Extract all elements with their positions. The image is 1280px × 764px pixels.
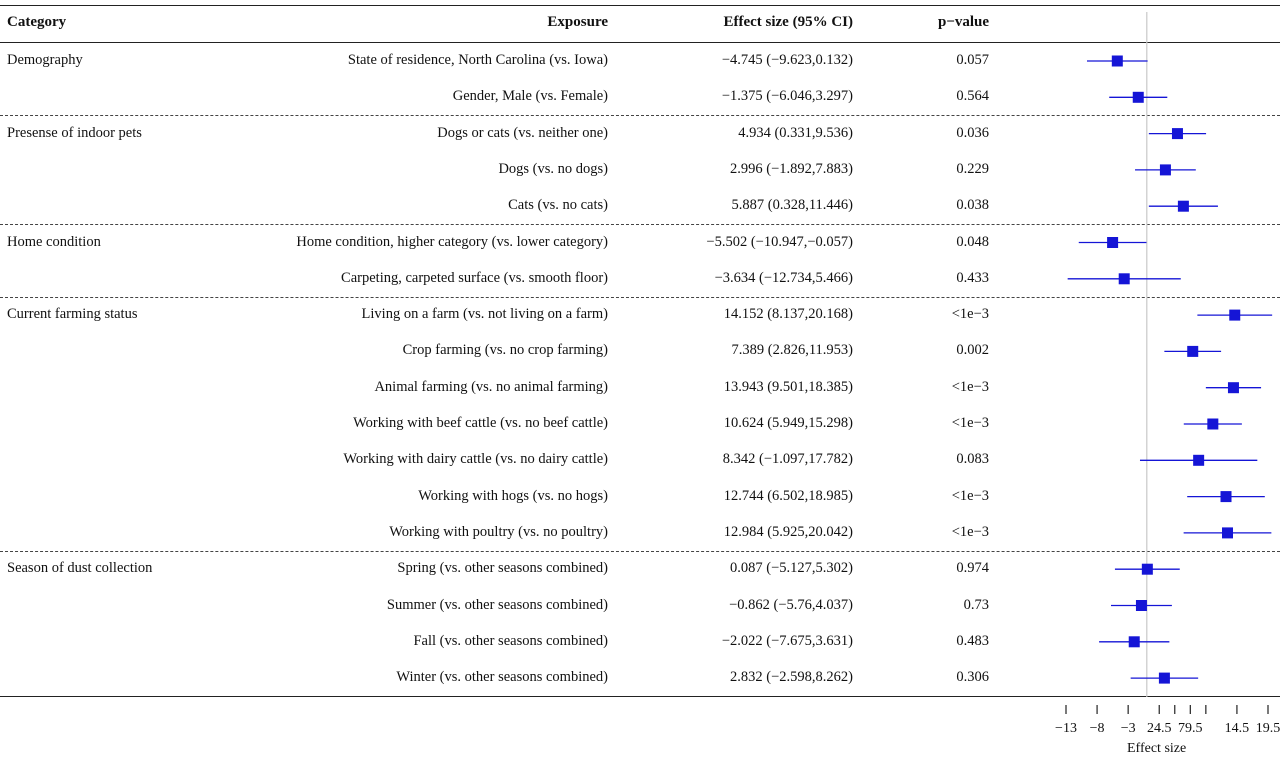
exposure-cell: Living on a farm (vs. not living on a farm): [361, 306, 608, 323]
x-tick-label: −13: [1055, 721, 1077, 736]
point-estimate-marker: [1136, 600, 1147, 611]
point-estimate-marker: [1129, 636, 1140, 647]
effect-size-cell: −2.022 (−7.675,3.631): [721, 632, 853, 649]
exposure-cell: Gender, Male (vs. Female): [452, 88, 608, 105]
effect-size-cell: −1.375 (−6.046,3.297): [721, 88, 853, 105]
p-value-cell: 0.083: [956, 451, 989, 468]
effect-size-cell: −0.862 (−5.76,4.037): [729, 596, 853, 613]
exposure-cell: Working with poultry (vs. no poultry): [389, 523, 608, 540]
p-value-cell: <1e−3: [951, 306, 989, 323]
p-value-cell: 0.036: [956, 124, 989, 141]
point-estimate-marker: [1119, 273, 1130, 284]
x-tick-label: 24.5: [1146, 721, 1172, 736]
point-estimate-marker: [1193, 455, 1204, 466]
exposure-cell: Working with hogs (vs. no hogs): [418, 487, 608, 504]
x-tick-label: 79.5: [1178, 721, 1203, 736]
effect-size-cell: −5.502 (−10.947,−0.057): [706, 233, 853, 250]
effect-size-cell: 5.887 (0.328,11.446): [731, 197, 853, 214]
exposure-cell: Spring (vs. other seasons combined): [397, 560, 608, 577]
p-value-cell: <1e−3: [951, 415, 989, 431]
p-value-cell: 0.974: [956, 560, 989, 577]
x-axis-title: Effect size: [1127, 741, 1187, 756]
header-p-value: p−value: [937, 14, 989, 30]
exposure-cell: Dogs or cats (vs. neither one): [437, 124, 608, 141]
point-estimate-marker: [1112, 56, 1123, 67]
p-value-cell: 0.306: [956, 669, 989, 686]
exposure-cell: Cats (vs. no cats): [508, 197, 608, 214]
p-value-cell: 0.038: [956, 197, 989, 214]
point-estimate-marker: [1229, 310, 1240, 321]
p-value-cell: <1e−3: [951, 523, 989, 540]
effect-size-cell: −4.745 (−9.623,0.132): [721, 52, 853, 68]
effect-size-cell: 7.389 (2.826,11.953): [731, 342, 853, 359]
point-estimate-marker: [1221, 491, 1232, 502]
point-estimate-marker: [1142, 564, 1153, 575]
p-value-cell: 0.564: [956, 88, 989, 105]
exposure-cell: Dogs (vs. no dogs): [498, 160, 608, 177]
x-tick-label: −8: [1089, 721, 1105, 736]
point-estimate-marker: [1107, 237, 1118, 248]
category-cell: Presense of indoor pets: [7, 124, 142, 141]
header-category: Category: [7, 14, 67, 30]
effect-size-cell: 8.342 (−1.097,17.782): [722, 451, 853, 468]
point-estimate-marker: [1178, 201, 1189, 212]
point-estimate-marker: [1160, 164, 1171, 175]
effect-size-cell: 10.624 (5.949,15.298): [723, 415, 853, 431]
exposure-cell: Working with dairy cattle (vs. no dairy cattle): [343, 451, 608, 468]
effect-size-cell: 0.087 (−5.127,5.302): [730, 560, 853, 577]
p-value-cell: 0.048: [956, 233, 989, 250]
exposure-cell: Carpeting, carpeted surface (vs. smooth floor): [341, 269, 608, 286]
exposure-cell: Working with beef cattle (vs. no beef cattle): [353, 415, 608, 431]
point-estimate-marker: [1207, 419, 1218, 430]
effect-size-cell: −3.634 (−12.734,5.466): [714, 269, 853, 286]
exposure-cell: Fall (vs. other seasons combined): [413, 632, 608, 649]
point-estimate-marker: [1228, 382, 1239, 393]
p-value-cell: 0.483: [956, 632, 989, 649]
category-cell: Season of dust collection: [7, 560, 153, 577]
header-exposure: Exposure: [547, 14, 608, 30]
p-value-cell: 0.229: [956, 160, 989, 177]
p-value-cell: <1e−3: [951, 378, 989, 395]
exposure-cell: Winter (vs. other seasons combined): [396, 669, 608, 686]
point-estimate-marker: [1187, 346, 1198, 357]
point-estimate-marker: [1159, 673, 1170, 684]
effect-size-cell: 14.152 (8.137,20.168): [723, 306, 853, 323]
category-cell: Demography: [7, 52, 83, 68]
point-estimate-marker: [1222, 527, 1233, 538]
x-tick-label: −3: [1120, 721, 1136, 736]
p-value-cell: 0.002: [956, 342, 989, 359]
category-cell: Home condition: [7, 233, 101, 250]
p-value-cell: 0.73: [963, 596, 989, 613]
header-effect-size: Effect size (95% CI): [723, 14, 853, 30]
exposure-cell: State of residence, North Carolina (vs. Iowa): [347, 52, 608, 68]
exposure-cell: Home condition, higher category (vs. lower category): [296, 233, 608, 250]
p-value-cell: 0.433: [956, 269, 989, 286]
category-cell: Current farming status: [7, 306, 138, 323]
effect-size-cell: 2.996 (−1.892,7.883): [730, 160, 853, 177]
effect-size-cell: 12.984 (5.925,20.042): [723, 523, 853, 540]
point-estimate-marker: [1133, 92, 1144, 103]
effect-size-cell: 2.832 (−2.598,8.262): [730, 669, 853, 686]
exposure-cell: Crop farming (vs. no crop farming): [402, 342, 608, 359]
point-estimate-marker: [1172, 128, 1183, 139]
effect-size-cell: 4.934 (0.331,9.536): [738, 124, 853, 141]
x-tick-label: 14.5: [1224, 721, 1250, 736]
effect-size-cell: 13.943 (9.501,18.385): [723, 378, 853, 395]
exposure-cell: Summer (vs. other seasons combined): [386, 596, 608, 613]
p-value-cell: <1e−3: [951, 487, 989, 504]
p-value-cell: 0.057: [956, 52, 989, 68]
x-tick-label: 19.5: [1255, 721, 1280, 736]
effect-size-cell: 12.744 (6.502,18.985): [723, 487, 853, 504]
exposure-cell: Animal farming (vs. no animal farming): [374, 378, 608, 395]
